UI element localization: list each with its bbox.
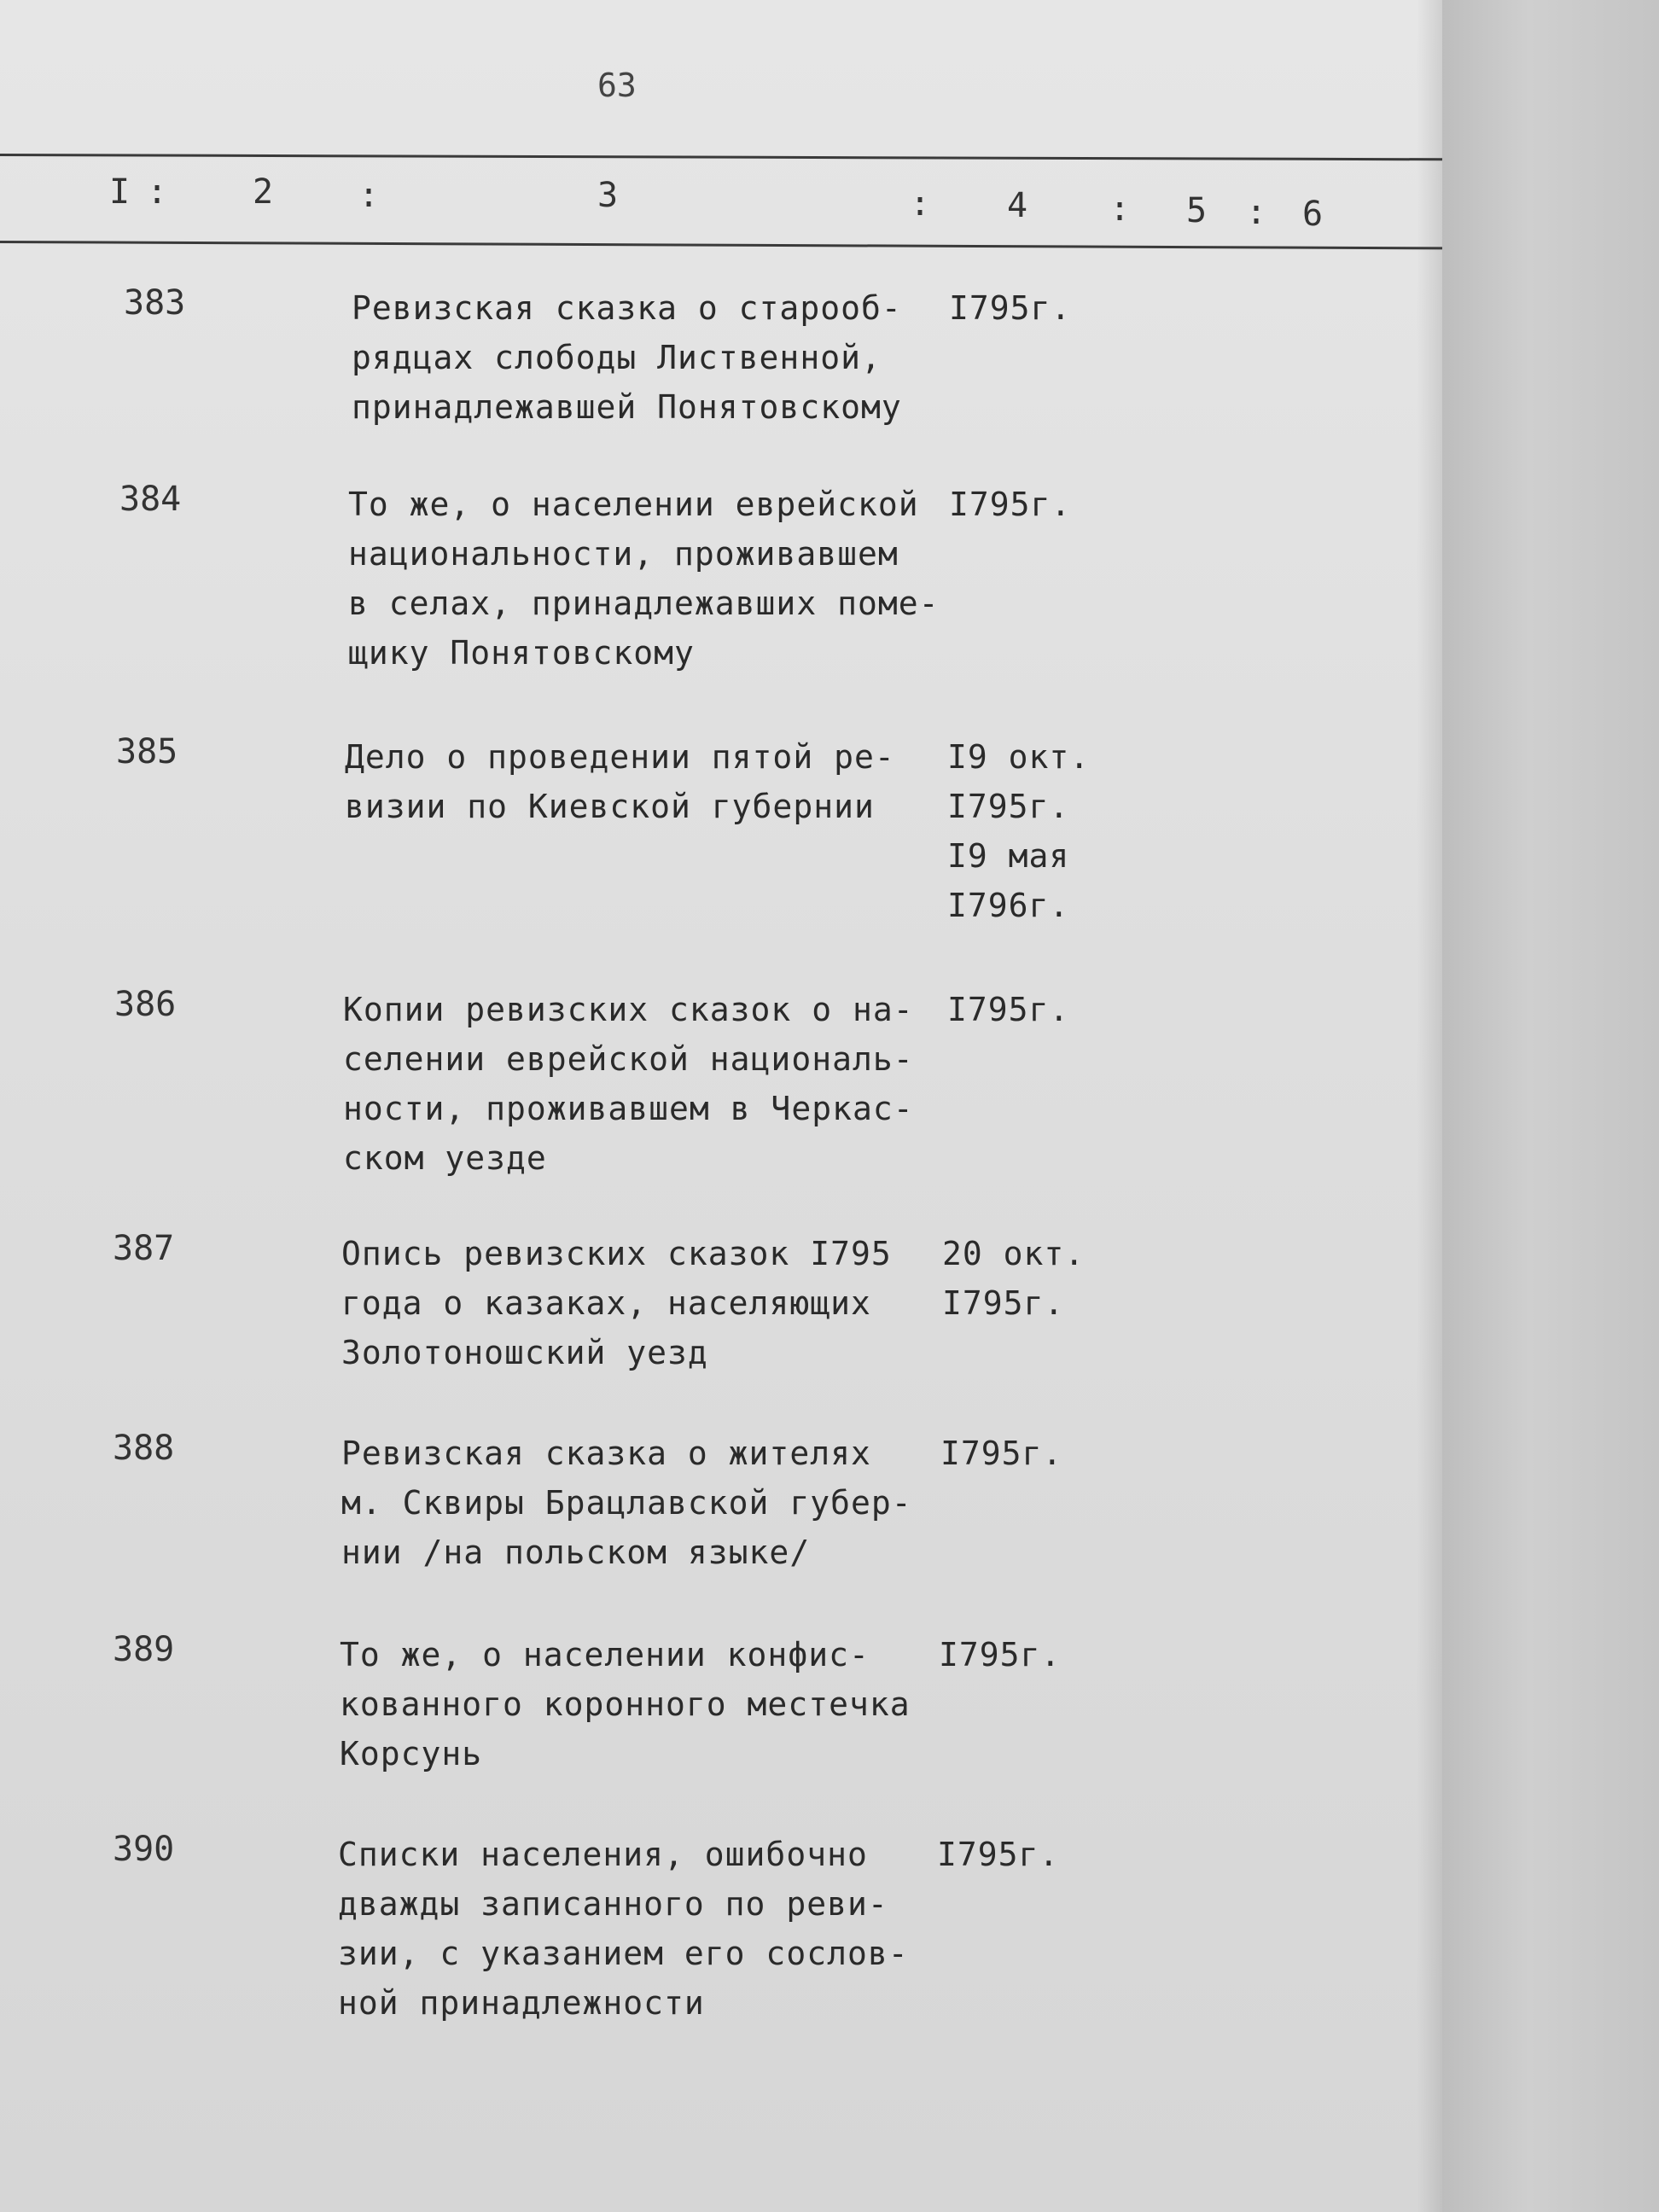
entry-description [340,1630,954,1778]
entry-date [942,1229,1085,1328]
column-separator: : [147,172,168,212]
description-line: национальности, проживавшем [348,535,899,573]
entry-description [348,480,963,678]
entry-number: 387 [113,1229,175,1268]
entry-number: 386 [114,985,177,1024]
date-line: I795г. [947,991,1070,1028]
description-line: То же, о населении конфис- [340,1636,870,1674]
entry-number: 383 [124,283,186,323]
date-line: I9 мая [947,837,1070,875]
date-line: I795г. [937,1836,1060,1873]
description-line: Списки населения, ошибочно [338,1836,868,1873]
description-line: То же, о населении еврейской [348,486,919,523]
entry-description [341,1429,956,1577]
column-separator: : [1109,189,1131,229]
description-line: селении еврейской националь- [343,1040,914,1078]
description-line: Копии ревизских сказок о на- [343,991,914,1028]
entry-description [352,283,966,432]
description-line: кованного коронного местечка [340,1685,911,1723]
description-line: года о казаках, населяющих [341,1284,871,1322]
description-line: дважды записанного по реви- [338,1885,888,1923]
description-line: ной принадлежности [338,1984,705,2022]
page-number: 63 [597,67,637,104]
description-line: ности, проживавшем в Черкас- [343,1090,914,1127]
column-header-1: I [109,172,131,212]
column-header-5: 5 [1186,191,1208,230]
description-line: ском уезде [343,1139,547,1177]
column-separator: : [358,176,380,215]
entry-date [947,732,1090,930]
description-line: Ревизская сказка о старооб- [352,289,902,327]
date-line: I795г. [949,289,1072,327]
description-line: щику Понятовскому [348,634,695,672]
column-separator: : [1246,193,1267,232]
description-line: Опись ревизских сказок I795 [341,1235,892,1272]
entry-date [937,1830,1059,1879]
description-line: рядцах слободы Лиственной, [352,339,882,376]
entry-description [338,1830,952,2028]
date-line: I795г. [949,486,1072,523]
entry-date [940,1429,1062,1478]
entry-number: 385 [116,732,178,771]
description-line: в селах, принадлежавших поме- [348,585,940,622]
date-line: I796г. [947,887,1070,924]
description-line: Корсунь [340,1735,483,1773]
column-header-3: 3 [597,176,619,215]
date-line: I795г. [947,788,1070,825]
description-line: Золотоношский уезд [341,1334,708,1371]
description-line: м. Сквиры Брацлавской губер- [341,1484,912,1522]
entry-date [939,1630,1061,1679]
entry-number: 384 [119,480,182,519]
description-line: Дело о проведении пятой ре- [345,738,895,776]
date-line: 20 окт. [942,1235,1086,1272]
description-line: принадлежавшей Понятовскому [352,388,902,426]
entry-number: 388 [113,1429,175,1468]
date-line: I9 окт. [947,738,1091,776]
description-line: нии /на польском языке/ [341,1534,811,1571]
column-header-2: 2 [253,172,274,212]
background-beyond-page [1442,0,1659,2212]
column-header-6: 6 [1302,195,1324,234]
entry-date [949,480,1071,529]
entry-number: 390 [113,1830,175,1869]
description-line: зии, с указанием его сослов- [338,1935,909,1972]
column-separator: : [910,184,931,224]
description-line: Ревизская сказка о жителях [341,1435,871,1472]
entry-description [343,985,958,1183]
description-line: визии по Киевской губернии [345,788,875,825]
entry-description [341,1229,956,1377]
entry-number: 389 [113,1630,175,1669]
column-header-4: 4 [1007,186,1028,225]
date-line: I795г. [942,1284,1065,1322]
entry-date [947,985,1069,1034]
entry-date [949,283,1071,333]
date-line: I795г. [940,1435,1063,1472]
entry-description [345,732,959,831]
date-line: I795г. [939,1636,1062,1674]
